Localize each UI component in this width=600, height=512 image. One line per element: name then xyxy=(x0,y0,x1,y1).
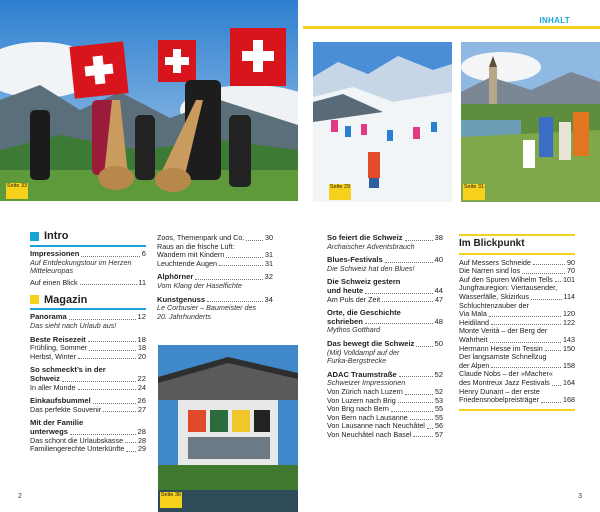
toc-column-4 xyxy=(459,234,575,411)
photo-le-corbusier xyxy=(158,345,298,512)
toc-subentry[interactable]: Claude Nobs – der »Macher« xyxy=(459,369,553,379)
toc-entry[interactable]: Einkaufsbummel 26 xyxy=(30,396,146,406)
toc-entry[interactable]: und heute 44 xyxy=(327,285,443,295)
toc-subentry[interactable]: Hermann Hesse im Tessin 150 xyxy=(459,343,575,353)
toc-subentry[interactable]: Von Zürich nach Luzern 52 xyxy=(327,386,443,396)
toc-subentry[interactable]: Heidiland 122 xyxy=(459,317,575,327)
toc-subentry[interactable]: Wasserfälle, Skizirkus 114 xyxy=(459,291,575,301)
toc-subentry[interactable]: Das schont die Urlaubskasse 28 xyxy=(30,435,146,445)
section-title-intro: Intro xyxy=(30,232,146,241)
toc-entry[interactable]: So feiert die Schweiz 38 xyxy=(327,233,443,242)
toc-subentry[interactable]: In aller Munde 24 xyxy=(30,382,146,392)
page-title: INHALT xyxy=(539,16,570,25)
toc-subentry[interactable]: Jungfrauregion: Viertausender, xyxy=(459,283,558,293)
toc-entry[interactable]: unterwegs 28 xyxy=(30,426,146,436)
toc-subentry[interactable]: Schluchtenzauber der xyxy=(459,300,529,310)
photo-badge: Seite 31 xyxy=(463,184,485,200)
photo-badge: Seite 33 xyxy=(6,183,28,199)
toc-subentry[interactable]: Frühling, Sommer 18 xyxy=(30,343,146,353)
section-title-blickpunkt: Im Blickpunkt xyxy=(459,238,525,249)
divider xyxy=(459,409,575,411)
page-number-right: 3 xyxy=(578,493,582,500)
toc-entry[interactable]: schrieben 48 xyxy=(327,316,443,326)
toc-entry[interactable]: Impressionen 6 xyxy=(30,249,146,258)
toc-entry[interactable]: Blues-Festivals 40 xyxy=(327,255,443,265)
toc-subentry[interactable]: der Alpen 158 xyxy=(459,360,575,370)
toc-subentry[interactable]: Auf Messers Schneide 90 xyxy=(459,257,575,267)
square-icon xyxy=(30,232,39,241)
toc-subentry[interactable]: Das perfekte Souvenir 27 xyxy=(30,404,146,414)
toc-subentry[interactable]: Raus an die frische Luft: xyxy=(157,241,235,251)
section-title-magazin: Magazin xyxy=(30,295,146,304)
photo-alphorn-flags xyxy=(0,0,298,201)
toc-subentry[interactable]: Von Bern nach Lausanne 55 xyxy=(327,412,443,422)
toc-subentry[interactable]: des Montreux Jazz Festivals 164 xyxy=(459,377,575,387)
toc-subentry[interactable]: Von Brig nach Bern 55 xyxy=(327,404,443,414)
toc-entry[interactable]: ADAC Traumstraße 52 xyxy=(327,369,443,379)
toc-entry[interactable]: Panorama 12 xyxy=(30,312,146,322)
toc-subentry[interactable]: Wahrheit 143 xyxy=(459,334,575,344)
toc-entry[interactable]: Beste Reisezeit 18 xyxy=(30,334,146,344)
square-icon xyxy=(30,295,39,304)
toc-subentry[interactable]: Wandern mit Kindern 31 xyxy=(157,250,273,260)
toc-entry[interactable]: Kunstgenuss 34 xyxy=(157,294,273,304)
toc-subentry[interactable]: Der langsamste Schnellzug xyxy=(459,352,547,362)
toc-entry[interactable]: Das bewegt die Schweiz 50 xyxy=(327,338,443,348)
toc-subentry[interactable]: Von Luzern nach Brig 53 xyxy=(327,395,443,405)
divider xyxy=(459,253,575,255)
toc-subentry[interactable]: Henry Dunant – der erste xyxy=(459,386,540,396)
photo-badge: Seite 36 xyxy=(160,492,182,508)
header-rule xyxy=(303,26,600,29)
photo-family-hike xyxy=(461,42,600,202)
toc-subentry[interactable]: Herbst, Winter 20 xyxy=(30,351,146,361)
photo-ski-kids xyxy=(313,42,452,202)
photo-badge: Seite 29 xyxy=(329,184,351,200)
toc-subentry[interactable]: Monte Verità – der Berg der xyxy=(459,326,548,336)
toc-subentry[interactable]: Von Lausanne nach Neuchâtel 56 xyxy=(327,421,443,431)
toc-entry[interactable]: Auf einen Blick 11 xyxy=(30,277,146,287)
page-number-left: 2 xyxy=(18,493,22,500)
toc-subentry[interactable]: Auf den Spuren Wilhelm Tells 101 xyxy=(459,274,575,284)
toc-column-2: Zoos, Themenpark und Co. 30 Raus an die frische Luft: Wandern mit Kindern 31 Leuchtende Augen 31 Alphörner 32 Vom Klang der Haselfichte Kunstgenuss 34 Le Corbusier – Baumeister des 20. Jahrhunderts xyxy=(157,233,273,321)
toc-subentry[interactable]: Leuchtende Augen 31 xyxy=(157,258,273,268)
toc-column-3: So feiert die Schweiz 38 Archaischer Adventsbrauch Blues-Festivals 40 Die Schweiz hat den Blues! Die Schweiz gestern und heute 44 Am Puls der Zeit 47 Orte, die Geschichte schrieben 48 Mythos Gotthard Das bewegt die Schweiz 50 (Mit) Volldampf auf der Furka-Bergstrecke ADAC Traumstraße 52 Schweizer Impressionen Von Zürich nach Luzern 52 Von Luzern nach Brig 53 Von Brig nach Bern 55 Von Bern nach Lausanne 55 Von Lausanne nach Neuchâtel 56 Von Neuchâtel nach Basel 57 xyxy=(327,233,443,439)
toc-entry[interactable]: Schweiz 22 xyxy=(30,373,146,383)
toc-subentry[interactable]: Am Puls der Zeit 47 xyxy=(327,294,443,304)
toc-subentry[interactable]: Via Mala 120 xyxy=(459,309,575,319)
toc-column-1: Intro Impressionen 6 Auf Entdeckungstour im Herzen Mitteleuropas Auf einen Blick 11 Magazin Panorama 12 Das sieht nach Urlaub aus! Beste Reisezeit 18 Frühling, Sommer 18 Herbst, Winter 20 So schmeckt’s in der Schweiz 22 In aller Munde 24 Einkaufsbummel 26 Das perfekte Souvenir 27 Mit der Familie unterwegs 28 Das schont die Urlaubskasse 28 Familiengerechte Unterkünfte 29 xyxy=(30,230,146,454)
toc-subentry[interactable]: Familiengerechte Unterkünfte 29 xyxy=(30,444,146,454)
toc-subentry[interactable]: Zoos, Themenpark und Co. 30 xyxy=(157,233,273,242)
toc-subentry[interactable]: Friedensnobelpreisträger 168 xyxy=(459,395,575,405)
toc-subentry[interactable]: Die Narren sind los 70 xyxy=(459,266,575,276)
toc-entry[interactable]: Alphörner 32 xyxy=(157,272,273,282)
toc-subentry[interactable]: Von Neuchâtel nach Basel 57 xyxy=(327,429,443,439)
